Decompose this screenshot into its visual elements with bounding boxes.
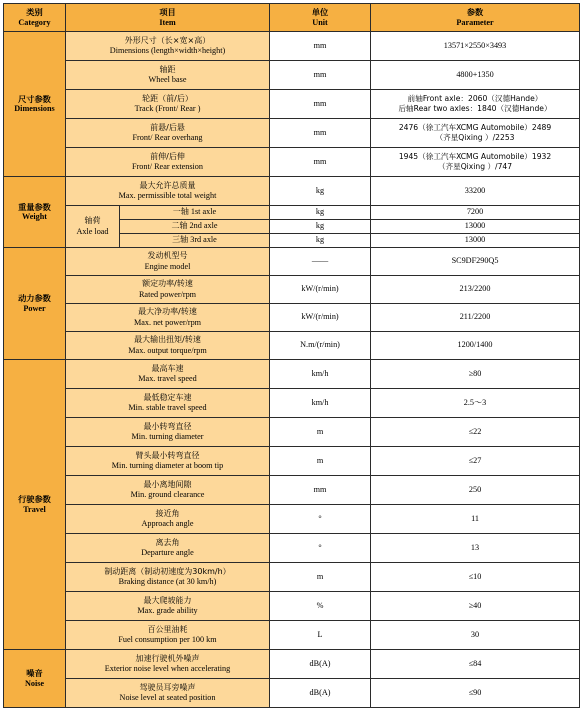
- unit-cell: N.m/(r/min): [270, 332, 371, 360]
- value-cell: ≤90: [371, 679, 580, 708]
- table-row: [4, 32, 580, 61]
- value-cell: 11: [371, 505, 580, 534]
- item-cell: 轴距 Wheel base: [66, 61, 270, 90]
- axle-label-zh: 一轴: [172, 207, 189, 217]
- item-cell: 最大爬坡能力 Max. grade ability: [66, 592, 270, 621]
- table-row: [4, 447, 580, 476]
- unit-cell: m: [270, 447, 371, 476]
- unit-cell: kW/(r/min): [270, 276, 371, 304]
- axle-label-zh: 三轴: [172, 235, 189, 245]
- table-row: [4, 148, 580, 177]
- axle-cell: [120, 220, 270, 234]
- unit-cell: °: [270, 534, 371, 563]
- item-cell: 额定功率/转速 Rated power/rpm: [66, 276, 270, 304]
- item-cell: 前悬/后悬 Front/ Rear overhang: [66, 119, 270, 148]
- value-cell: 1945（徐工汽车XCMG Automobile）1932 （齐星Qixing ）/747: [371, 148, 580, 177]
- unit-cell: °: [270, 505, 371, 534]
- value-cell: 13000: [371, 220, 580, 234]
- table-row: [4, 621, 580, 650]
- header-row: [4, 4, 580, 32]
- table-row: [4, 90, 580, 119]
- item-cell: 外形尺寸（长×宽×高） Dimensions (length×width×height): [66, 32, 270, 61]
- value-cell: 2476（徐工汽车XCMG Automobile）2489 （齐星Qixing ）/2253: [371, 119, 580, 148]
- item-cell: 驾驶员耳旁噪声 Noise level at seated position: [66, 679, 270, 708]
- value-cell: ≥40: [371, 592, 580, 621]
- value-cell: 211/2200: [371, 304, 580, 332]
- value-cell: ≤22: [371, 418, 580, 447]
- table-row: [4, 248, 580, 276]
- value-cell: 1200/1400: [371, 332, 580, 360]
- category-travel: 行驶参数 Travel: [4, 360, 66, 650]
- unit-cell: mm: [270, 148, 371, 177]
- item-cell: 臂头最小转弯直径 Min. turning diameter at boom tip: [66, 447, 270, 476]
- item-cell: 前伸/后伸 Front/ Rear extension: [66, 148, 270, 177]
- unit-cell: m: [270, 563, 371, 592]
- axle-cell: [120, 234, 270, 248]
- unit-cell: kW/(r/min): [270, 304, 371, 332]
- value-cell: ≤27: [371, 447, 580, 476]
- value-cell: 250: [371, 476, 580, 505]
- unit-cell: dB(A): [270, 650, 371, 679]
- header-parameter: 参数 Parameter: [371, 4, 580, 32]
- value-cell: ≤84: [371, 650, 580, 679]
- value-cell: 前轴Front axle：2060（汉德Hande） 后轴Rear two axles：1840（汉德Hande）: [371, 90, 580, 119]
- table-row: [4, 332, 580, 360]
- unit-cell: kg: [270, 206, 371, 220]
- unit-cell: %: [270, 592, 371, 621]
- unit-cell: mm: [270, 119, 371, 148]
- axle-label-zh: 二轴: [171, 221, 188, 231]
- unit-cell: ——: [270, 248, 371, 276]
- item-cell: 最小离地间隙 Min. ground clearance: [66, 476, 270, 505]
- item-cell: 最低稳定车速 Min. stable travel speed: [66, 389, 270, 418]
- unit-cell: mm: [270, 61, 371, 90]
- table-row: [4, 276, 580, 304]
- item-cell: 百公里油耗 Fuel consumption per 100 km: [66, 621, 270, 650]
- axle-label-en: 1st axle: [190, 207, 217, 217]
- table-row: [4, 304, 580, 332]
- value-cell: 13: [371, 534, 580, 563]
- value-cell: ≥80: [371, 360, 580, 389]
- item-cell: 发动机型号 Engine model: [66, 248, 270, 276]
- table-row: [4, 563, 580, 592]
- item-cell: 最大允许总质量 Max. permissible total weight: [66, 177, 270, 206]
- value-cell: 2.5～3: [371, 389, 580, 418]
- item-cell: 接近角 Approach angle: [66, 505, 270, 534]
- table-row: [4, 389, 580, 418]
- table-row: [4, 61, 580, 90]
- unit-cell: kg: [270, 177, 371, 206]
- value-cell: 4800+1350: [371, 61, 580, 90]
- value-cell: ≤10: [371, 563, 580, 592]
- unit-cell: mm: [270, 90, 371, 119]
- unit-cell: kg: [270, 220, 371, 234]
- value-cell: 213/2200: [371, 276, 580, 304]
- table-row: [4, 119, 580, 148]
- header-category: 类别 Category: [4, 4, 66, 32]
- item-cell: 加速行驶机外噪声 Exterior noise level when accelerating: [66, 650, 270, 679]
- item-cell: 离去角 Departure angle: [66, 534, 270, 563]
- table-row: [4, 206, 580, 220]
- unit-cell: kg: [270, 234, 371, 248]
- category-noise: 噪音 Noise: [4, 650, 66, 708]
- axle-label-en: 2nd axle: [189, 221, 218, 231]
- item-cell: 最大净功率/转速 Max. net power/rpm: [66, 304, 270, 332]
- value-cell: 30: [371, 621, 580, 650]
- table-row: [4, 534, 580, 563]
- value-cell: 13000: [371, 234, 580, 248]
- axle-load-label: 轴荷 Axle load: [66, 206, 120, 248]
- spec-table: [3, 3, 580, 708]
- table-row: [4, 177, 580, 206]
- unit-cell: dB(A): [270, 679, 371, 708]
- category-weight: 重量参数 Weight: [4, 177, 66, 248]
- item-cell: 制动距离（制动初速度为30km/h） Braking distance (at 30 km/h): [66, 563, 270, 592]
- table-row: [4, 418, 580, 447]
- table-row: [4, 592, 580, 621]
- value-cell: 7200: [371, 206, 580, 220]
- unit-cell: mm: [270, 32, 371, 61]
- unit-cell: mm: [270, 476, 371, 505]
- table-row: [4, 505, 580, 534]
- unit-cell: km/h: [270, 360, 371, 389]
- category-power: 动力参数 Power: [4, 248, 66, 360]
- unit-cell: km/h: [270, 389, 371, 418]
- value-cell: SC9DF290Q5: [371, 248, 580, 276]
- axle-cell: [120, 206, 270, 220]
- value-cell: 13571×2550×3493: [371, 32, 580, 61]
- unit-cell: m: [270, 418, 371, 447]
- table-row: [4, 650, 580, 679]
- item-cell: 轮距（前/后） Track (Front/ Rear ): [66, 90, 270, 119]
- header-unit: 单位 Unit: [270, 4, 371, 32]
- table-row: [4, 476, 580, 505]
- item-cell: 最大输出扭矩/转速 Max. output torque/rpm: [66, 332, 270, 360]
- value-cell: 33200: [371, 177, 580, 206]
- item-cell: 最小转弯直径 Min. turning diameter: [66, 418, 270, 447]
- category-dimensions: 尺寸参数 Dimensions: [4, 32, 66, 177]
- table-row: [4, 360, 580, 389]
- unit-cell: L: [270, 621, 371, 650]
- item-cell: 最高车速 Max. travel speed: [66, 360, 270, 389]
- axle-label-en: 3rd axle: [190, 235, 217, 245]
- header-item: 项目 Item: [66, 4, 270, 32]
- table-row: [4, 679, 580, 708]
